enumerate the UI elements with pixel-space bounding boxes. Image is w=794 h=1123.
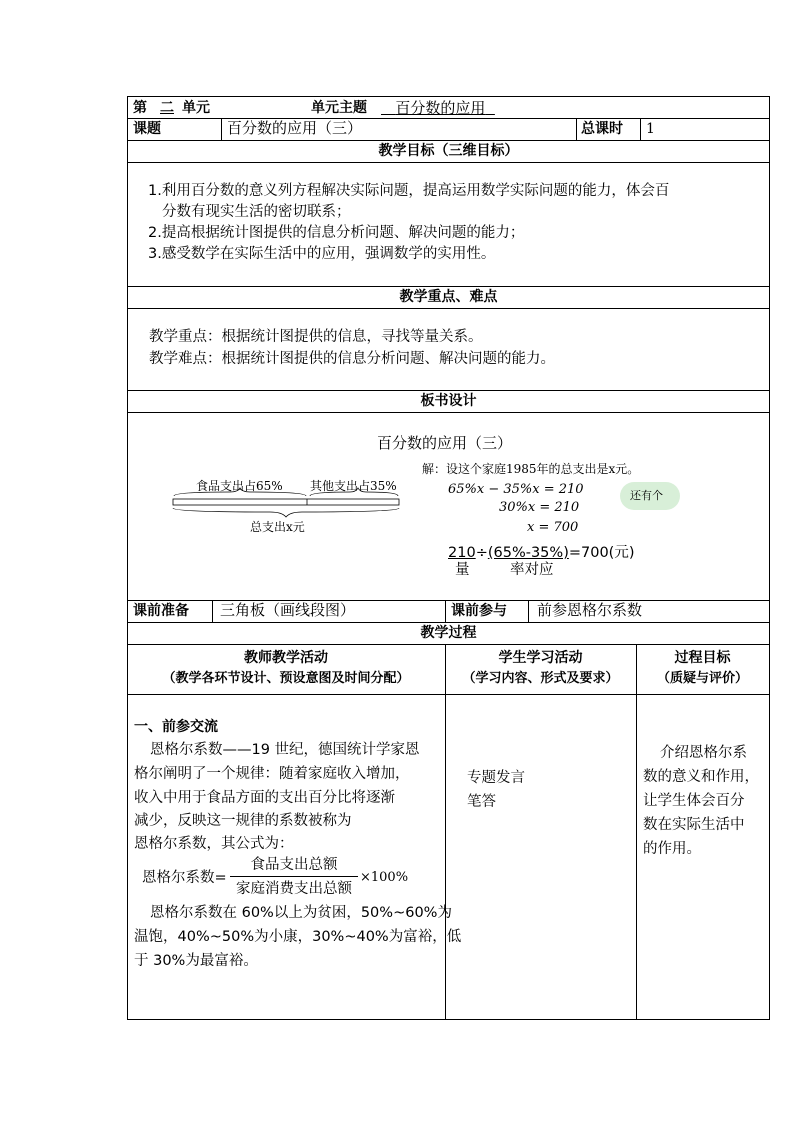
- col-teacher-title: 教师教学活动: [244, 650, 328, 666]
- process-heading: 教学过程: [420, 625, 477, 641]
- rule-h: [127, 644, 770, 645]
- col-student-sub: （学习内容、形式及要求）: [462, 671, 619, 686]
- col-goal-title: 过程目标: [674, 650, 731, 666]
- teacher-line: 于 30%为最富裕。: [134, 953, 258, 969]
- section-title: 一、前参交流: [134, 719, 218, 735]
- note-rate: 率对应: [510, 562, 554, 578]
- note-quantity: 量: [455, 562, 470, 578]
- teacher-line: 恩格尔系数在 60%以上为贫困，50%~60%为: [150, 905, 452, 921]
- board-heading: 板书设计: [420, 393, 477, 409]
- formula-numerator: 食品支出总额: [250, 857, 338, 873]
- goal-line: 的作用。: [643, 841, 701, 857]
- calc-paren: (65%-35%): [487, 545, 569, 561]
- formula-label: 恩格尔系数=: [142, 870, 227, 886]
- teacher-line: 恩格尔系数，其公式为：: [134, 836, 294, 852]
- pre-label: 课前参与: [451, 603, 507, 619]
- rule-h: [127, 412, 770, 413]
- col-goal-sub: （质疑与评价）: [656, 671, 748, 686]
- rule-v: [576, 118, 577, 140]
- hint-bubble: [620, 482, 680, 510]
- theme-value: 百分数的应用: [395, 99, 486, 117]
- goal-item: 2.提高根据统计图提供的信息分析问题、解决问题的能力；: [148, 225, 525, 241]
- rule-h: [127, 1019, 770, 1020]
- food-label: 食品支出占65%: [196, 479, 283, 493]
- other-label: 其他支出占35%: [310, 479, 397, 493]
- segment-bar: [170, 486, 402, 522]
- equation-line: 30%x = 210: [499, 500, 580, 515]
- difficult-point: 教学难点：根据统计图提供的信息分析问题、解决问题的能力。: [149, 351, 555, 367]
- theme-label: 单元主题: [311, 100, 367, 116]
- unit-prefix: 第: [133, 100, 147, 116]
- goals-heading: 教学目标（三维目标）: [378, 143, 519, 159]
- col-teacher-sub: （教学各环节设计、预设意图及时间分配）: [162, 671, 410, 686]
- rule-v: [221, 118, 222, 140]
- rule-h: [127, 286, 770, 287]
- calc-line: [448, 541, 635, 562]
- rule-v: [528, 600, 529, 622]
- formula-bar: [230, 876, 358, 877]
- unit-number: 二: [160, 100, 174, 116]
- goal-item: 分数有现实生活的密切联系；: [162, 204, 351, 220]
- student-line: 专题发言: [467, 770, 525, 786]
- rule-h: [127, 118, 770, 119]
- rule-h: [127, 622, 770, 623]
- keypoints-heading: 教学重点、难点: [399, 289, 498, 305]
- teacher-line: 恩格尔系数——19 世纪，德国统计学家恩: [150, 742, 420, 758]
- equation-line: 65%x − 35%x = 210: [448, 482, 584, 497]
- goal-line: 数在实际生活中: [643, 817, 745, 833]
- goal-item: 3.感受数学在实际生活中的应用，强调数学的实用性。: [148, 246, 496, 262]
- rule-v: [636, 644, 637, 1019]
- teacher-line: 收入中用于食品方面的支出百分比将逐渐: [134, 790, 395, 806]
- equation-line: x = 700: [527, 520, 579, 535]
- rule-v: [212, 600, 213, 622]
- prep-value: 三角板（画线段图）: [220, 601, 356, 619]
- calc-op: ÷: [475, 545, 488, 561]
- lesson-label: 课题: [133, 121, 161, 137]
- rule-h: [127, 162, 770, 163]
- rule-h: [127, 140, 770, 141]
- rule-v: [445, 600, 446, 622]
- calc-result: =700(元): [568, 545, 635, 561]
- total-label: 总支出x元: [250, 520, 305, 534]
- student-line: 笔答: [467, 794, 496, 810]
- rule-h: [127, 308, 770, 309]
- lesson-title: 百分数的应用（三）: [227, 119, 363, 137]
- pre-value: 前参恩格尔系数: [537, 601, 643, 619]
- hours-value: 1: [646, 121, 655, 137]
- goal-line: 让学生体会百分: [643, 793, 745, 809]
- goal-item: 1.利用百分数的意义列方程解决实际问题，提高运用数学实际问题的能力，体会百: [148, 183, 670, 199]
- teacher-line: 温饱，40%~50%为小康，30%~40%为富裕，低: [134, 929, 462, 945]
- goal-line: 数的意义和作用，: [643, 769, 759, 785]
- rule-v: [640, 118, 641, 140]
- hours-label: 总课时: [581, 121, 623, 137]
- teacher-line: 减少，反映这一规律的系数被称为: [134, 813, 352, 829]
- hint-bubble-text: 还有个: [630, 489, 663, 502]
- rule-h: [127, 96, 770, 97]
- teacher-line: 格尔阐明了一个规律：随着家庭收入增加，: [134, 766, 410, 782]
- board-title: 百分数的应用（三）: [377, 434, 513, 452]
- rule-v: [769, 96, 770, 1020]
- rule-v: [127, 96, 128, 1020]
- goal-line: 介绍恩格尔系: [660, 745, 747, 761]
- rule-h: [127, 694, 770, 695]
- calc-left: 210: [448, 545, 476, 561]
- solution-intro: 解：设这个家庭1985年的总支出是x元。: [422, 462, 640, 476]
- formula-denominator: 家庭消费支出总额: [236, 881, 352, 897]
- unit-suffix: 单元: [182, 100, 210, 116]
- key-point: 教学重点：根据统计图提供的信息，寻找等量关系。: [149, 329, 483, 345]
- formula-tail: ×100%: [360, 870, 409, 885]
- rule-v: [445, 644, 446, 1019]
- rule-h: [127, 390, 770, 391]
- col-student-title: 学生学习活动: [498, 650, 583, 666]
- prep-label: 课前准备: [133, 603, 189, 619]
